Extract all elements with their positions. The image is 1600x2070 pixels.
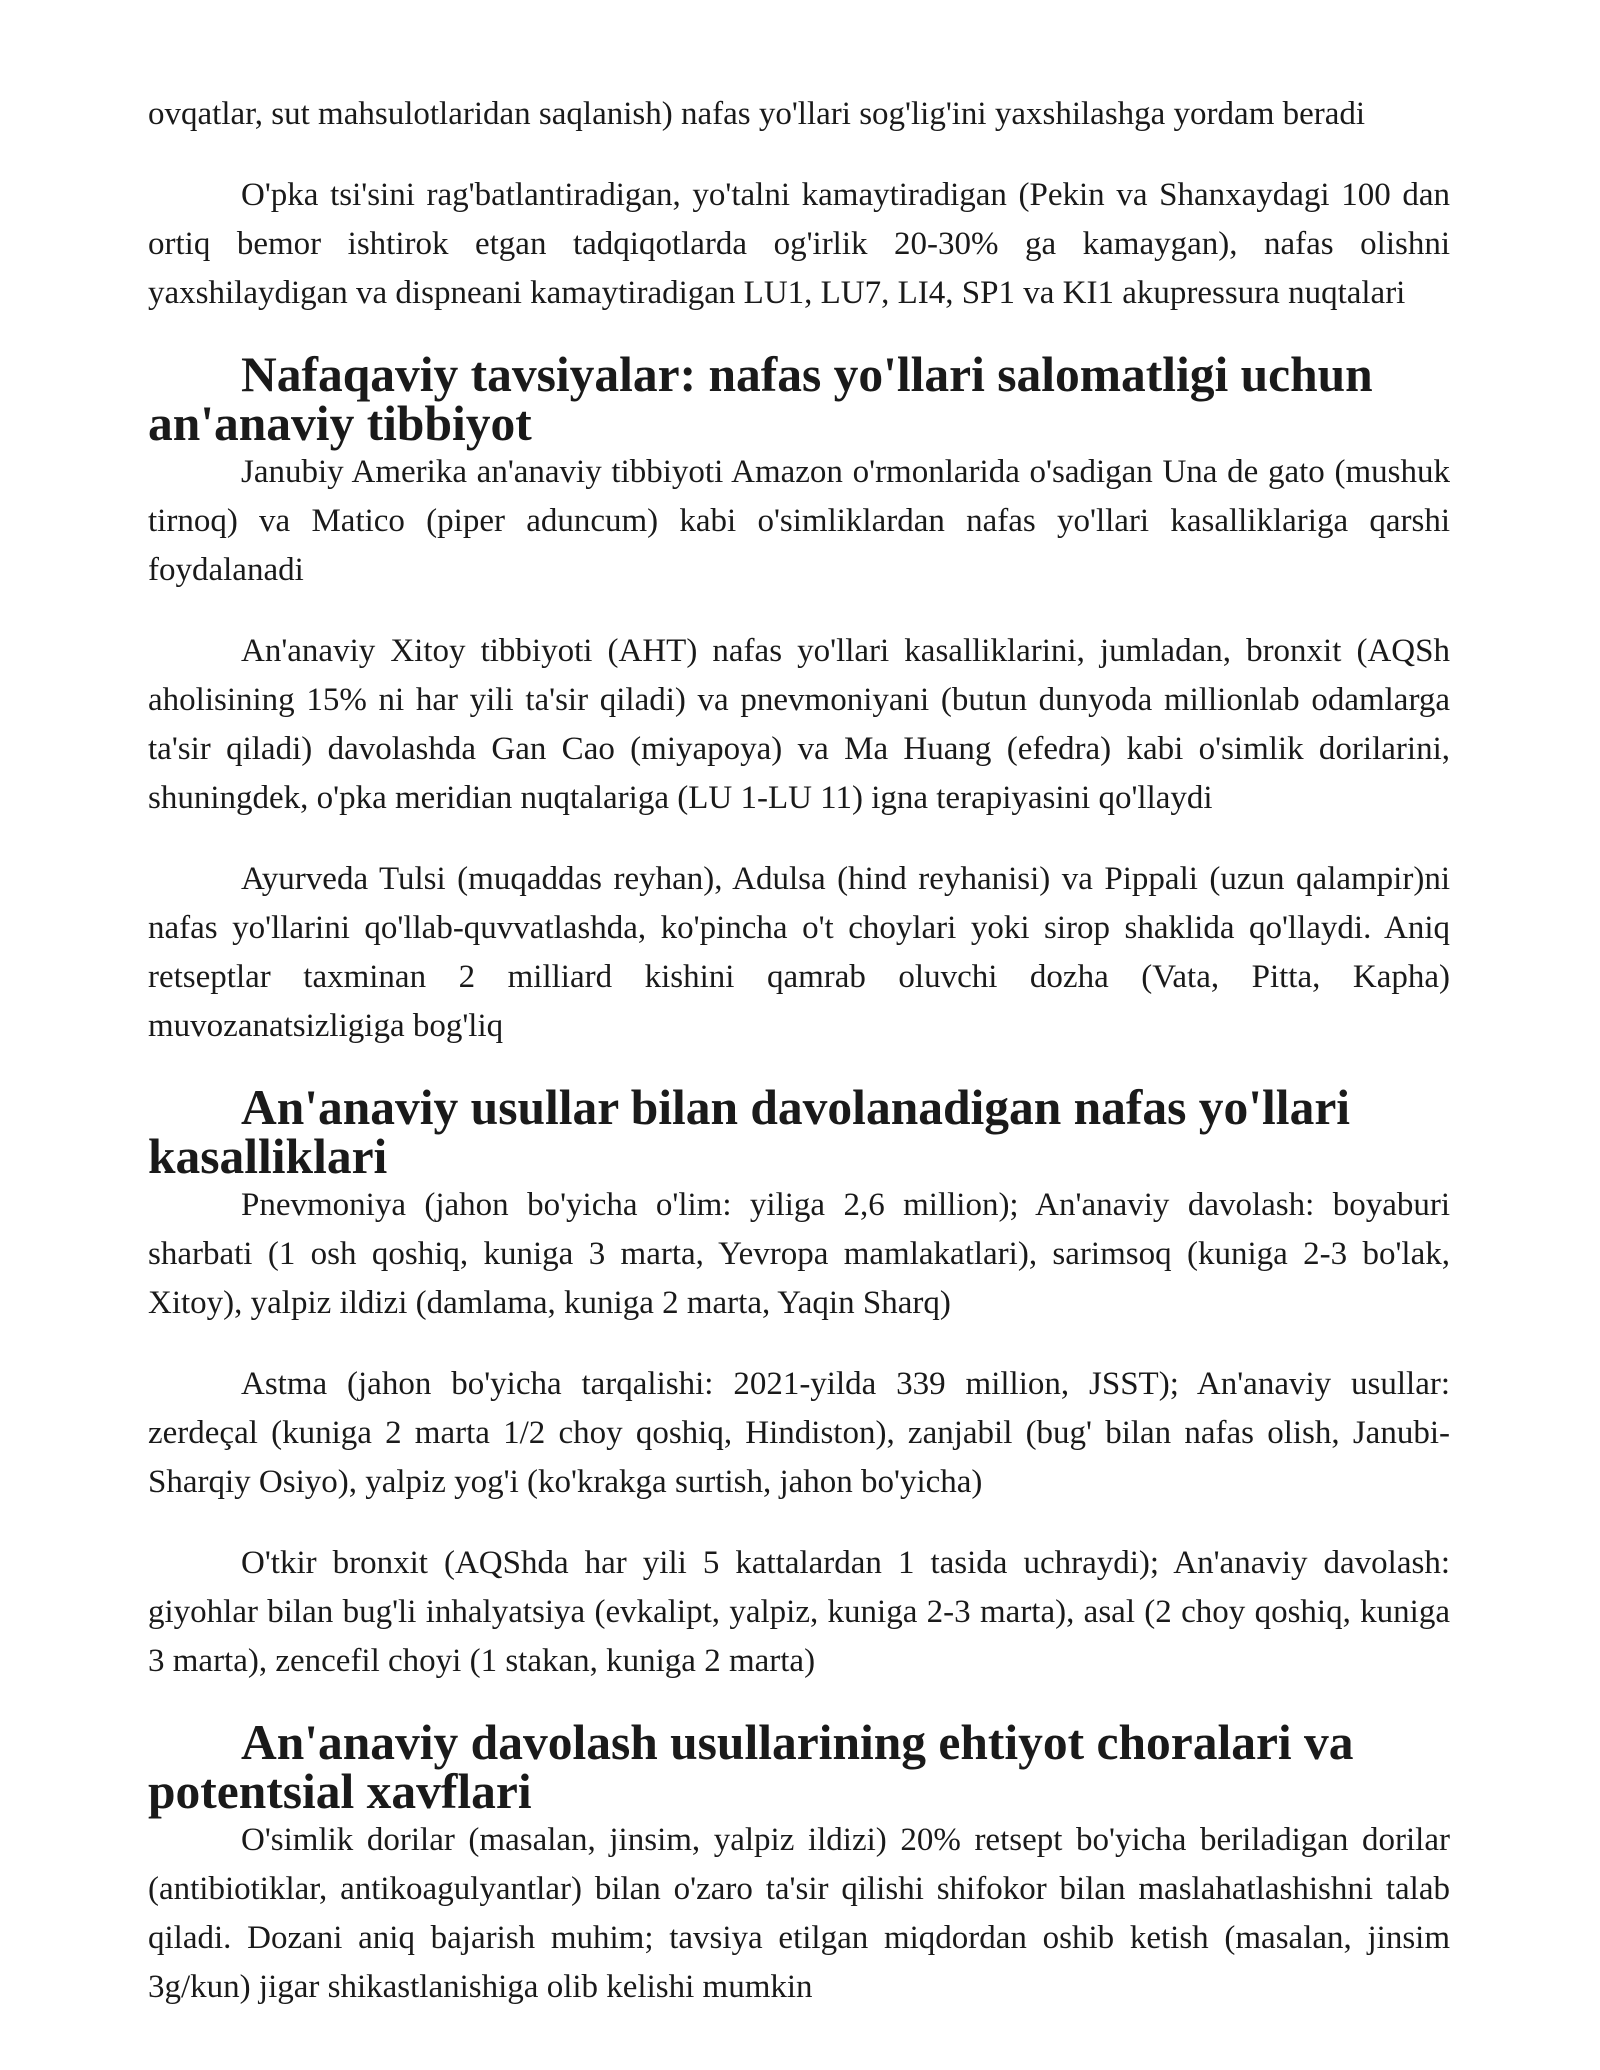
heading-respiratory-diseases: An'anaviy usullar bilan davolanadigan nafas yo'llari kasalliklari [148,1080,1351,1184]
paragraph-pneumonia: Pnevmoniya (jahon bo'yicha o'lim: yiliga 2,6 million); An'anaviy davolash: boyaburi sharbati (1 osh qoshiq, kuniga 3 marta, Yevropa mamlakatlari), sarimsoq (kuniga 2-3 bo'lak, Xitoy), yalpiz ildizi (damlama, kuniga 2 marta, Yaqin Sharq) [148,1187,1450,1321]
paragraph-asthma: Astma (jahon bo'yicha tarqalishi: 2021-yilda 339 million, JSST); An'anaviy usullar: zerdeçal (kuniga 2 marta 1/2 choy qoshiq, Hindiston), zanjabil (bug' bilan nafas olish, Janubi-Sharqiy Osiyo), yalpiz yog'i (ko'krakga surtish, jahon bo'yicha) [148,1366,1450,1500]
heading-precautions: An'anaviy davolash usullarining ehtiyot choralari va potentsial xavflari [148,1715,1354,1819]
paragraph-acupressure: O'pka tsi'sini rag'batlantiradigan, yo'talni kamaytiradigan (Pekin va Shanxaydagi 100 dan ortiq bemor ishtirok etgan tadqiqotlarda og'irlik 20-30% ga kamaygan), nafas olishni yaxshilaydigan va dispneani kamaytiradigan LU1, LU7, LI4, SP1 va KI1 akupressura nuqtalari [148,177,1450,311]
paragraph-ayurveda: Ayurveda Tulsi (muqaddas reyhan), Adulsa (hind reyhanisi) va Pippali (uzun qalampir)ni nafas yo'llarini qo'llab-quvvatlashda, ko'pincha o't choylari yoki sirop shaklida qo'llaydi. Aniq retseptlar taxminan 2 milliard kishini qamrab oluvchi dozha (Vata, Pitta, Kapha) muvozanatsizligiga bog'liq [148,861,1450,1044]
paragraph-bronchitis: O'tkir bronxit (AQShda har yili 5 kattalardan 1 tasida uchraydi); An'anaviy davolash: giyohlar bilan bug'li inhalyatsiya (evkalipt, yalpiz, kuniga 2-3 marta), asal (2 choy qoshiq, kuniga 3 marta), zencefil choyi (1 stakan, kuniga 2 marta) [148,1545,1450,1679]
paragraph-chinese-medicine: An'anaviy Xitoy tibbiyoti (AHT) nafas yo'llari kasalliklarini, jumladan, bronxit (AQSh aholisining 15% ni har yili ta'sir qiladi) va pnevmoniyani (butun dunyoda millionlab odamlarga ta'sir qiladi) davolashda Gan Cao (miyapoya) va Ma Huang (efedra) kabi o'simlik dorilarini, shuningdek, o'pka meridian nuqtalariga (LU 1-LU 11) igna terapiyasini qo'llaydi [148,633,1450,816]
paragraph-herbal-interactions: O'simlik dorilar (masalan, jinsim, yalpiz ildizi) 20% retsept bo'yicha beriladigan dorilar (antibiotiklar, antikoagulyantlar) bilan o'zaro ta'sir qilishi shifokor bilan maslahatlashishni talab qiladi. Dozani aniq bajarish muhim; tavsiya etilgan miqdordan oshib ketish (masalan, jinsim 3g/kun) jigar shikastlanishiga olib kelishi mumkin [148,1822,1450,2005]
heading-traditional-medicine: Nafaqaviy tavsiyalar: nafas yo'llari salomatligi uchun an'anaviy tibbiyot [148,347,1373,451]
document-page [148,90,1450,2012]
paragraph-south-america: Janubiy Amerika an'anaviy tibbiyoti Amazon o'rmonlarida o'sadigan Una de gato (mushuk tirnoq) va Matico (piper aduncum) kabi o'simliklardan nafas yo'llari kasalliklariga qarshi foydalanadi [148,454,1450,588]
paragraph-diet-continuation: ovqatlar, sut mahsulotlaridan saqlanish) nafas yo'llari sog'lig'ini yaxshilashga yordam beradi [148,96,1366,132]
